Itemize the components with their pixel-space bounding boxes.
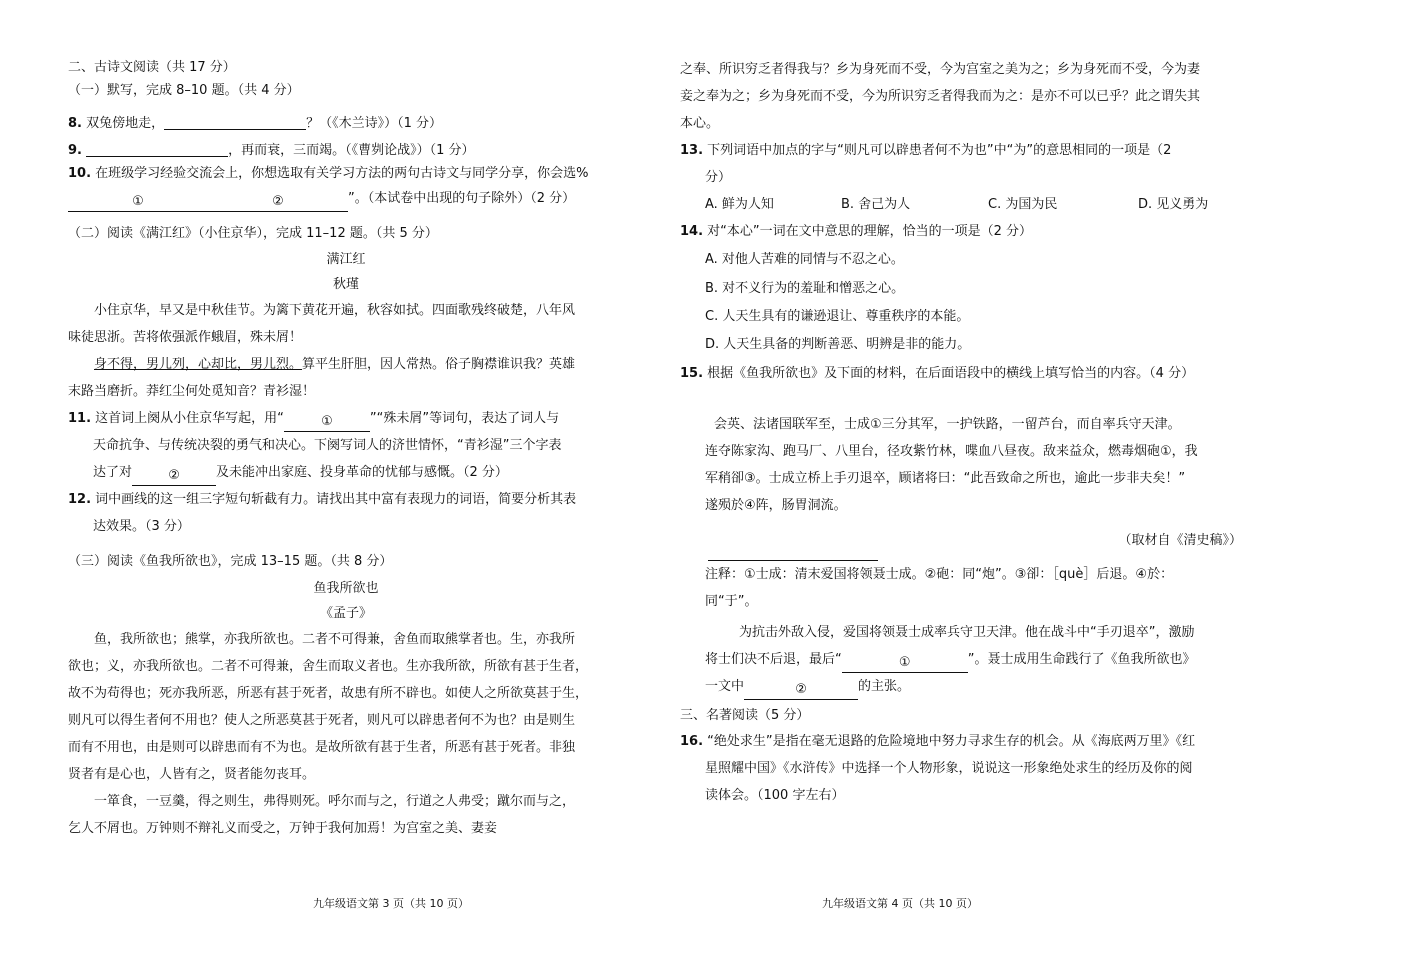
marker-1: ①	[132, 194, 144, 209]
question-14	[680, 218, 1242, 245]
question-12-text: 词中画线的这一组三字短句斩截有力。请找出其中富有表现力的词语，简要分析其表	[95, 492, 577, 507]
poem-line: 小住京华，早又是中秋佳节。为篱下黄花开遍，秋容如拭。四面歌残终破楚，八年风	[94, 303, 576, 318]
question-9-source: ，再而衰，三而竭。（《曹刿论战》）（1 分）	[228, 143, 475, 158]
question-11-number: 11.	[68, 411, 92, 426]
essay-line: 一箪食，一豆羹，得之则生，弗得则死。呼尔而与之，行道之人弗受；蹴尔而与之，	[94, 794, 576, 809]
right-page-footer: 九年级语文第 4 页（共 10 页）	[822, 897, 978, 910]
marker-1: ①	[321, 414, 333, 429]
question-11-text: 达了对	[93, 465, 133, 480]
material-line: 军稍卻③。士成立桥上手刃退卒，顾诸将曰：“此吾致命之所也，逾此一步非夫矣！”	[705, 471, 1186, 486]
essay-author: 《孟子》	[319, 606, 372, 621]
subsection-3-title: （三）阅读《鱼我所欲也》，完成 13–15 题。（共 8 分）	[68, 554, 393, 569]
left-page	[68, 56, 624, 842]
poem-line	[68, 351, 624, 378]
question-14-number: 14.	[680, 224, 704, 239]
question-11-line-2: 天命抗争、与传统决裂的勇气和决心。下阕写词人的济世情怀，“青衫湿”三个字表	[93, 438, 562, 453]
question-10-number: 10.	[68, 166, 92, 181]
fill-line: 为抗击外敌入侵，爱国将领聂士成率兵守卫天津。他在战斗中“手刃退卒”，激励	[739, 625, 1195, 640]
note-line: 注释：①士成：清末爱国将领聂士成。②砲：同“炮”。③卻：［què］后退。④於：	[705, 567, 1174, 582]
option-a[interactable]: A. 对他人苦难的同情与不忍之心。	[705, 252, 904, 267]
section-3-title: 三、名著阅读（5 分）	[680, 708, 810, 723]
essay-line: 乞人不屑也。万钟则不辩礼义而受之，万钟于我何加焉！为宫室之美、妻妾	[68, 821, 498, 836]
question-12-number: 12.	[68, 492, 92, 507]
fill-line	[680, 646, 1242, 673]
question-16-text: “绝处求生”是指在毫无退路的危险境地中努力寻求生存的机会。从《海底两万里》《红	[707, 734, 1196, 749]
essay-line: 则凡可以得生者何不用也？使人之所恶莫甚于死者，则凡可以辟患者何不为也？由是则生	[68, 713, 576, 728]
fill-blank-2[interactable]	[744, 681, 858, 700]
question-13-options	[680, 191, 1242, 218]
poem-line: 味徒思浙。苦将侬强派作蛾眉，殊未屑！	[68, 330, 303, 345]
question-12-line-2: 达效果。（3 分）	[93, 519, 190, 534]
option-a[interactable]: A. 鲜为人知	[705, 197, 774, 212]
fill-text: 将士们决不后退，最后“	[705, 652, 842, 667]
essay-line: 贤者有是心也，人皆有之，贤者能勿丧耳。	[68, 767, 316, 782]
marker-2: ②	[795, 682, 807, 697]
question-11-text: 及未能冲出家庭、投身革命的忧郁与感慨。（2 分）	[216, 465, 508, 480]
subsection-2-title: （二）阅读《满江红》（小住京华），完成 11–12 题。（共 5 分）	[68, 226, 438, 241]
question-8	[68, 110, 624, 137]
option-d[interactable]: D. 人天生具备的判断善恶、明辨是非的能力。	[705, 337, 971, 352]
essay-line: 妾之奉为之；乡为身死而不受，今为所识穷乏者得我而为之：是亦不可以已乎？此之谓失其	[680, 89, 1201, 104]
material-line: 遂殒於④阵，肠胃洞流。	[705, 498, 847, 513]
essay-line: 而有不用也，由是则可以辟患而有不为也。是故所欲有甚于生者，所恶有甚于死者。非独	[68, 740, 576, 755]
question-13-line-2: 分）	[705, 170, 732, 185]
essay-line: 之奉、所识穷乏者得我与？乡为身死而不受，今为宫室之美为之；乡为身死而不受，今为妻	[680, 62, 1201, 77]
fill-text: 一文中	[705, 679, 745, 694]
question-11-text: ”“殊未屑”等词句，表达了词人与	[369, 411, 560, 426]
essay-title: 鱼我所欲也	[313, 581, 379, 596]
question-15-number: 15.	[680, 366, 704, 381]
question-8-source: ？（《木兰诗》）（1 分）	[306, 116, 443, 131]
fill-text: ”。聂士成用生命践行了《鱼我所欲也》	[967, 652, 1196, 667]
question-15	[680, 360, 1242, 387]
question-9	[68, 137, 624, 164]
marker-2: ②	[272, 194, 284, 209]
poem-title: 满江红	[326, 252, 366, 267]
question-10-suffix: ”。（本试卷中出现的句子除外）（2 分）	[348, 191, 576, 206]
fill-blank-1[interactable]	[842, 654, 968, 673]
right-page	[680, 56, 1242, 809]
question-10-blank-2[interactable]	[208, 193, 348, 212]
option-b[interactable]: B. 对不义行为的羞耻和憎恶之心。	[705, 281, 905, 296]
poem-text: 算平生肝胆，因人常热。俗子胸襟谁识我？英雄	[302, 357, 576, 372]
question-16	[680, 728, 1242, 755]
question-13	[680, 137, 1242, 164]
option-c[interactable]: C. 人天生具有的谦逊退让、尊重秩序的本能。	[705, 309, 970, 324]
essay-line: 欲也；义，亦我所欲也。二者不可得兼，舍生而取义者也。生亦我所欲，所欲有甚于生者，	[68, 659, 589, 674]
note-line: 同“于”。	[705, 594, 758, 609]
question-16-line-3: 读体会。（100 字左右）	[705, 788, 845, 803]
question-15-text: 根据《鱼我所欲也》及下面的材料，在后面语段中的横线上填写恰当的内容。（4 分）	[707, 366, 1195, 381]
question-8-answer-blank[interactable]	[164, 111, 306, 130]
question-11-line-3	[68, 459, 624, 486]
question-11	[68, 405, 624, 432]
question-13-text: 下列词语中加点的字与“则凡可以辟患者何不为也”中“为”的意思相同的一项是（2	[707, 143, 1172, 158]
question-14-text: 对“本心”一词在文中意思的理解，恰当的一项是（2 分）	[707, 224, 1033, 239]
question-12	[68, 486, 624, 513]
option-c[interactable]: C. 为国为民	[988, 197, 1058, 212]
option-d[interactable]: D. 见义勇为	[1138, 197, 1209, 212]
poem-author: 秋瑾	[332, 277, 359, 292]
question-10-blanks	[68, 184, 624, 214]
marker-1: ①	[898, 655, 911, 670]
question-9-answer-blank[interactable]	[86, 138, 228, 157]
question-16-line-2: 星照耀中国》《水浒传》中选择一个人物形象，说说这一形象绝处求生的经历及你的阅	[705, 761, 1193, 776]
question-16-number: 16.	[680, 734, 704, 749]
question-11-blank-1[interactable]	[284, 413, 370, 432]
question-10-text: 在班级学习经验交流会上，你想选取有关学习方法的两句古诗文与同学分享，你会选%	[95, 166, 589, 181]
fill-text: 的主张。	[858, 679, 911, 694]
question-10-blank-1[interactable]	[68, 193, 208, 212]
section-2-title: 二、古诗文阅读（共 17 分）	[68, 60, 236, 75]
material-line: 会英、法诸国联军至，士成①三分其军，一护铁路，一留芦台，而自率兵守天津。	[714, 417, 1181, 432]
question-9-number: 9.	[68, 143, 82, 158]
fill-line	[680, 673, 1242, 700]
question-11-blank-2[interactable]	[132, 467, 216, 486]
underlined-phrase: 身不得，男儿列，心却比，男儿烈。	[94, 357, 303, 372]
question-8-number: 8.	[68, 116, 82, 131]
essay-line: 故不为苟得也；死亦我所恶，所恶有甚于死者，故患有所不辟也。如使人之所欲莫甚于生，	[68, 686, 589, 701]
marker-2: ②	[168, 468, 180, 483]
subsection-1-title: （一）默写，完成 8–10 题。（共 4 分）	[68, 83, 300, 98]
question-11-text: 这首词上阕从小住京华写起，用“	[95, 411, 284, 426]
essay-line: 鱼，我所欲也；熊掌，亦我所欲也。二者不可得兼，舍鱼而取熊掌者也。生，亦我所	[94, 632, 576, 647]
material-line: 连夺陈家沟、跑马厂、八里台，径攻紫竹林，喋血八昼夜。敌来益众，燃毒烟砲①，我	[705, 444, 1198, 459]
left-page-footer: 九年级语文第 3 页（共 10 页）	[313, 897, 469, 910]
poem-line: 末路当磨折。莽红尘何处觅知音？青衫湿！	[68, 384, 316, 399]
essay-line: 本心。	[680, 116, 720, 131]
question-13-number: 13.	[680, 143, 704, 158]
question-10	[68, 164, 624, 184]
question-8-prompt: 双兔傍地走，	[86, 116, 165, 131]
material-source: （取材自《清史稿》）	[1118, 533, 1242, 548]
option-b[interactable]: B. 舍己为人	[841, 197, 911, 212]
